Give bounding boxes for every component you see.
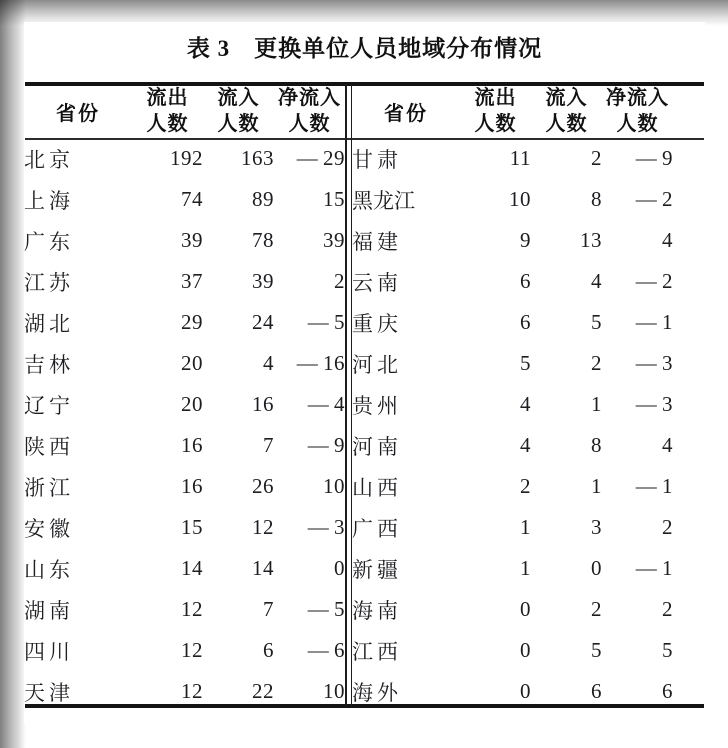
cell-province: 上海 — [24, 188, 74, 213]
table-row — [24, 138, 345, 179]
cell-outflow: 1 — [520, 515, 531, 539]
cell-inflow: 26 — [252, 474, 274, 498]
cell-province: 江苏 — [24, 270, 74, 295]
cell-inflow: 8 — [591, 187, 602, 211]
cell-inflow: 7 — [263, 433, 274, 457]
cell-inflow: 2 — [591, 351, 602, 375]
column-header-net-inflow — [274, 84, 345, 138]
column-header-province-label: 省份 — [384, 102, 428, 125]
table-row — [352, 466, 673, 507]
cell-province: 河南 — [352, 434, 402, 459]
cell-province: 新疆 — [352, 557, 402, 582]
cell-inflow: 1 — [591, 474, 602, 498]
table-header-left — [24, 84, 345, 138]
table-row — [24, 507, 345, 548]
cell-net-inflow: 2 — [662, 515, 673, 539]
column-header-province-label: 省份 — [56, 102, 100, 125]
cell-net-inflow: 2 — [334, 269, 345, 293]
cell-outflow: 0 — [520, 679, 531, 703]
column-header-inflow — [531, 84, 602, 138]
cell-outflow: 5 — [520, 351, 531, 375]
cell-outflow: 15 — [181, 515, 203, 539]
table-row — [352, 507, 673, 548]
cell-net-inflow: — 1 — [635, 474, 673, 498]
column-header-outflow-line2: 人数 — [146, 113, 189, 135]
cell-net-inflow: 4 — [662, 433, 673, 457]
column-header-outflow — [460, 84, 531, 138]
column-header-outflow — [132, 84, 203, 138]
table-row — [352, 671, 673, 712]
column-header-net-line1: 净流入 — [606, 87, 669, 109]
cell-province: 甘肃 — [352, 147, 402, 172]
cell-net-inflow: — 3 — [635, 351, 673, 375]
table-row — [24, 671, 345, 712]
cell-net-inflow: — 9 — [307, 433, 345, 457]
cell-net-inflow: 39 — [323, 228, 345, 252]
cell-net-inflow: — 1 — [635, 310, 673, 334]
cell-province: 山西 — [352, 475, 402, 500]
table-row — [352, 302, 673, 343]
cell-net-inflow: 10 — [323, 679, 345, 703]
cell-province: 广西 — [352, 516, 402, 541]
table-body-right — [352, 138, 673, 712]
cell-province: 湖北 — [24, 311, 74, 336]
cell-net-inflow: — 9 — [635, 146, 673, 170]
cell-net-inflow: — 16 — [296, 351, 345, 375]
cell-inflow: 24 — [252, 310, 274, 334]
column-header-inflow-line2: 人数 — [217, 113, 260, 135]
table-row — [352, 425, 673, 466]
table-row — [24, 466, 345, 507]
cell-province: 北京 — [24, 147, 74, 172]
cell-inflow: 13 — [580, 228, 602, 252]
cell-net-inflow: — 3 — [307, 515, 345, 539]
cell-outflow: 20 — [181, 392, 203, 416]
cell-province: 广东 — [24, 229, 74, 254]
cell-net-inflow: 15 — [323, 187, 345, 211]
cell-net-inflow: 2 — [662, 597, 673, 621]
cell-province: 四川 — [24, 639, 74, 664]
table-row — [24, 425, 345, 466]
cell-inflow: 2 — [591, 146, 602, 170]
cell-outflow: 20 — [181, 351, 203, 375]
cell-inflow: 5 — [591, 638, 602, 662]
table-row — [24, 548, 345, 589]
cell-outflow: 37 — [181, 269, 203, 293]
table-row — [352, 261, 673, 302]
cell-province: 福建 — [352, 229, 402, 254]
data-table-left — [24, 84, 345, 712]
cell-net-inflow: — 6 — [307, 638, 345, 662]
column-header-inflow-line2: 人数 — [545, 113, 588, 135]
cell-outflow: 29 — [181, 310, 203, 334]
cell-outflow: 192 — [170, 146, 203, 170]
page-title: 表 3 更换单位人员地域分布情况 — [186, 36, 543, 61]
cell-province: 天津 — [24, 680, 74, 705]
cell-outflow: 16 — [181, 474, 203, 498]
cell-province: 陕西 — [24, 434, 74, 459]
cell-outflow: 74 — [181, 187, 203, 211]
cell-inflow: 8 — [591, 433, 602, 457]
header-row — [24, 84, 345, 138]
cell-province: 吉林 — [24, 352, 74, 377]
cell-outflow: 0 — [520, 638, 531, 662]
cell-inflow: 2 — [591, 597, 602, 621]
cell-net-inflow: — 29 — [296, 146, 345, 170]
cell-net-inflow: — 2 — [635, 269, 673, 293]
cell-inflow: 89 — [252, 187, 274, 211]
column-header-inflow-line1: 流入 — [545, 87, 588, 109]
table-half-left — [24, 84, 345, 712]
page-sheet — [24, 22, 705, 724]
cell-outflow: 10 — [509, 187, 531, 211]
cell-province: 山东 — [24, 557, 74, 582]
cell-outflow: 12 — [181, 597, 203, 621]
cell-province: 河北 — [352, 352, 402, 377]
center-double-divider — [345, 84, 352, 706]
table-row — [352, 138, 673, 179]
table-row — [352, 220, 673, 261]
cell-inflow: 22 — [252, 679, 274, 703]
cell-outflow: 9 — [520, 228, 531, 252]
column-header-outflow-line1: 流出 — [474, 87, 517, 109]
cell-outflow: 4 — [520, 433, 531, 457]
cell-inflow: 7 — [263, 597, 274, 621]
table-header-right — [352, 84, 673, 138]
header-row — [352, 84, 673, 138]
table-half-right — [352, 84, 673, 712]
column-header-net-inflow — [602, 84, 673, 138]
column-header-net-line2: 人数 — [616, 113, 659, 135]
cell-inflow: 16 — [252, 392, 274, 416]
column-header-inflow — [203, 84, 274, 138]
cell-inflow: 5 — [591, 310, 602, 334]
cell-province: 黑龙江 — [352, 188, 415, 213]
column-header-outflow-line1: 流出 — [146, 87, 189, 109]
cell-net-inflow: 4 — [662, 228, 673, 252]
cell-net-inflow: — 5 — [307, 597, 345, 621]
cell-province: 湖南 — [24, 598, 74, 623]
cell-outflow: 0 — [520, 597, 531, 621]
table-row — [24, 261, 345, 302]
cell-inflow: 4 — [591, 269, 602, 293]
data-table-right — [352, 84, 673, 712]
cell-inflow: 0 — [591, 556, 602, 580]
table-row — [352, 179, 673, 220]
cell-net-inflow: — 1 — [635, 556, 673, 580]
cell-province: 云南 — [352, 270, 402, 295]
cell-inflow: 1 — [591, 392, 602, 416]
cell-outflow: 2 — [520, 474, 531, 498]
cell-province: 安徽 — [24, 516, 74, 541]
cell-outflow: 6 — [520, 310, 531, 334]
column-header-net-line1: 净流入 — [278, 87, 341, 109]
cell-inflow: 12 — [252, 515, 274, 539]
cell-inflow: 6 — [591, 679, 602, 703]
cell-outflow: 16 — [181, 433, 203, 457]
table-row — [24, 589, 345, 630]
cell-province: 江西 — [352, 639, 402, 664]
column-header-outflow-line2: 人数 — [474, 113, 517, 135]
table-row — [352, 548, 673, 589]
cell-net-inflow: 0 — [334, 556, 345, 580]
table-row — [352, 630, 673, 671]
cell-net-inflow: — 2 — [635, 187, 673, 211]
cell-outflow: 6 — [520, 269, 531, 293]
cell-province: 浙江 — [24, 475, 74, 500]
cell-net-inflow: — 3 — [635, 392, 673, 416]
cell-net-inflow: — 4 — [307, 392, 345, 416]
table-row — [24, 220, 345, 261]
cell-inflow: 78 — [252, 228, 274, 252]
table-row — [24, 630, 345, 671]
column-header-province — [352, 84, 460, 138]
cell-outflow: 12 — [181, 638, 203, 662]
table-row — [352, 343, 673, 384]
cell-province: 海南 — [352, 598, 402, 623]
cell-inflow: 3 — [591, 515, 602, 539]
table-row — [352, 589, 673, 630]
cell-province: 贵州 — [352, 393, 402, 418]
cell-province: 海外 — [352, 680, 402, 705]
cell-net-inflow: 10 — [323, 474, 345, 498]
cell-province: 重庆 — [352, 311, 402, 336]
cell-inflow: 163 — [241, 146, 274, 170]
cell-inflow: 6 — [263, 638, 274, 662]
table-row — [24, 179, 345, 220]
cell-inflow: 14 — [252, 556, 274, 580]
cell-outflow: 12 — [181, 679, 203, 703]
cell-inflow: 4 — [263, 351, 274, 375]
cell-inflow: 39 — [252, 269, 274, 293]
cell-net-inflow: 5 — [662, 638, 673, 662]
column-header-inflow-line1: 流入 — [217, 87, 260, 109]
cell-net-inflow: 6 — [662, 679, 673, 703]
cell-outflow: 1 — [520, 556, 531, 580]
cell-outflow: 11 — [509, 146, 531, 170]
cell-outflow: 39 — [181, 228, 203, 252]
table-row — [24, 384, 345, 425]
cell-outflow: 14 — [181, 556, 203, 580]
cell-outflow: 4 — [520, 392, 531, 416]
column-header-net-line2: 人数 — [288, 113, 331, 135]
cell-province: 辽宁 — [24, 393, 74, 418]
table-row — [24, 343, 345, 384]
table-row — [24, 302, 345, 343]
cell-net-inflow: — 5 — [307, 310, 345, 334]
divider-line-left — [345, 84, 347, 706]
table-row — [352, 384, 673, 425]
column-header-province — [24, 84, 132, 138]
table-body-left — [24, 138, 345, 712]
